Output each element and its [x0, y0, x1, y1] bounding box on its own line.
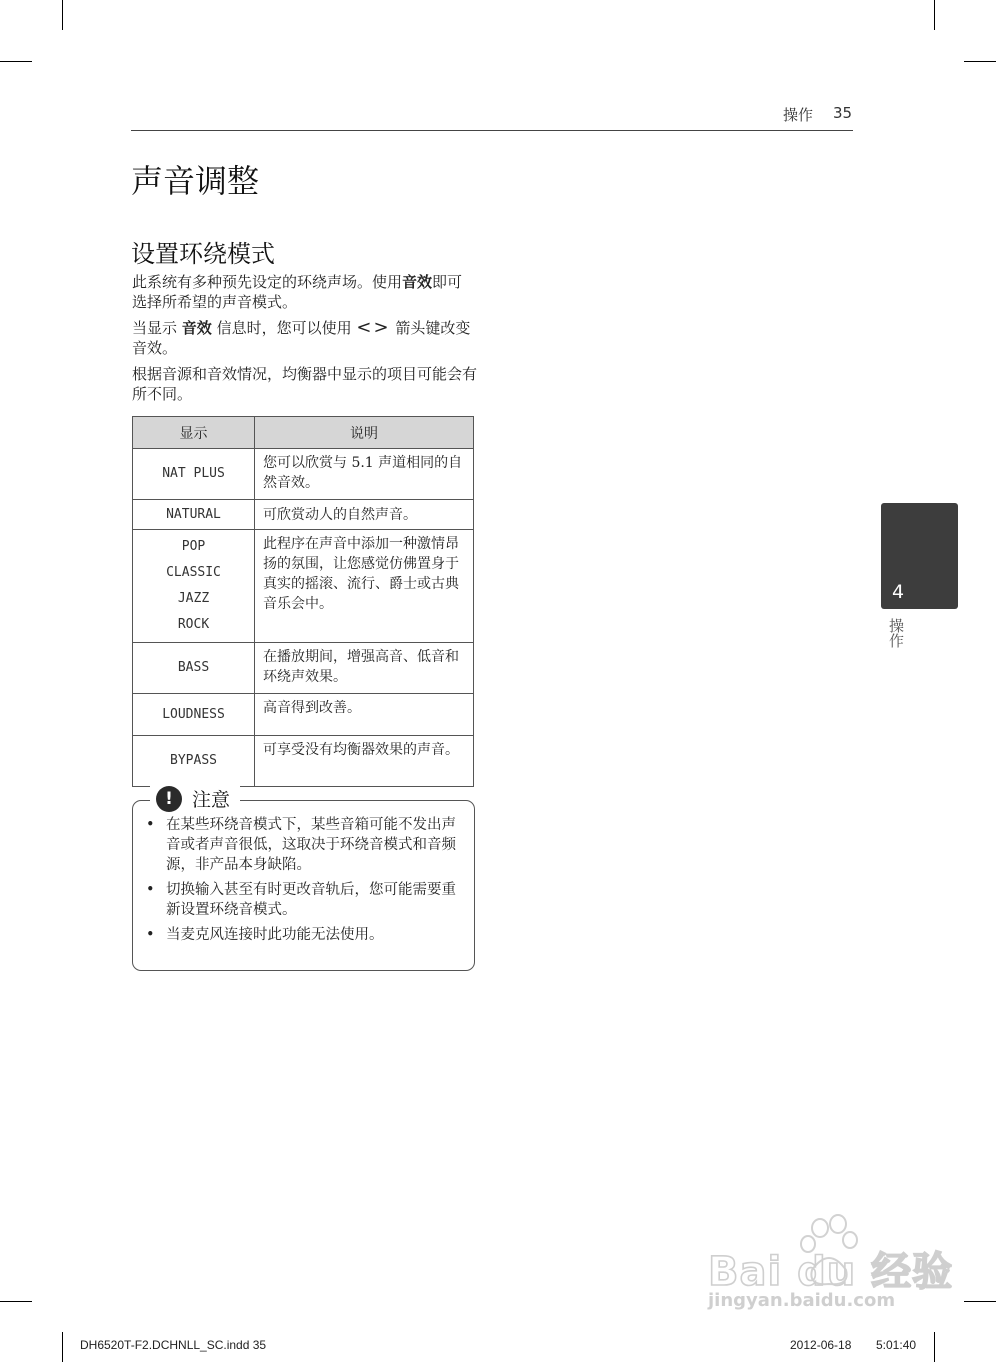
crop-mark: [964, 61, 996, 62]
table-row: [133, 694, 474, 736]
footer-date: 2012-06-18: [790, 1338, 852, 1352]
display-cell: BYPASS: [133, 736, 255, 787]
arrow-paragraph: 当显示 音效 信息时，您可以使用 <> 箭头键改变 音效。: [132, 317, 471, 357]
watermark-url: jingyan.baidu.com: [708, 1290, 896, 1311]
display-cell: NAT PLUS: [133, 449, 255, 500]
footer-file: DH6520T-F2.DCHNLL_SC.indd 35: [80, 1338, 267, 1352]
list-item: • 当麦克风连接时此功能无法使用。: [146, 925, 461, 945]
description-cell: 在播放期间，增强高音、低音和环绕声效果。: [255, 643, 474, 694]
chapter-label: 操作: [887, 618, 905, 648]
chapter-number: 4: [892, 581, 905, 603]
list-item: • 在某些环绕音模式下，某些音箱可能不发出声音或者声音很低，这取决于环绕音模式和音频源，非产品本身缺陷。: [146, 815, 461, 875]
column-header-description: 说明: [255, 417, 474, 449]
display-cell: BASS: [133, 643, 255, 694]
crop-mark: [62, 1332, 63, 1362]
note-list: [146, 815, 461, 950]
table-header-row: [133, 417, 474, 449]
table-row: [133, 530, 474, 643]
crop-mark: [964, 1301, 996, 1302]
page-number: 35: [833, 104, 853, 122]
description-cell: 此程序在声音中添加一种激情昂扬的氛围，让您感觉仿佛置身于真实的摇滚、流行、爵士或古典音乐会中。: [255, 530, 474, 643]
description-cell: 高音得到改善。: [255, 694, 474, 736]
left-right-arrows-icon: <>: [356, 317, 391, 338]
crop-mark: [0, 1301, 32, 1302]
header-rule: [131, 130, 853, 131]
page-title: 声音调整: [131, 162, 260, 200]
display-cell: LOUDNESS: [133, 694, 255, 736]
sound-mode-table: [132, 416, 474, 787]
table-row: [133, 736, 474, 787]
display-cell: NATURAL: [133, 500, 255, 530]
column-header-display: 显示: [133, 417, 255, 449]
display-cell: POP CLASSIC JAZZ ROCK: [133, 530, 255, 643]
description-cell: 可欣赏动人的自然声音。: [255, 500, 474, 530]
note-paragraph: 根据音源和音效情况，均衡器中显示的项目可能会有所不同。: [132, 365, 478, 403]
watermark-brand: Bai du 经验: [708, 1249, 954, 1295]
table-row: [133, 500, 474, 530]
description-cell: 可享受没有均衡器效果的声音。: [255, 736, 474, 787]
section-title: 设置环绕模式: [131, 240, 275, 268]
intro-paragraph: 此系统有多种预先设定的环绕声场。使用音效即可选择所希望的声音模式。: [132, 273, 463, 311]
crop-mark: [62, 0, 63, 30]
exclamation-icon: !: [156, 786, 182, 812]
table-row: [133, 449, 474, 500]
crop-mark: [934, 0, 935, 30]
description-cell: 您可以欣赏与 5.1 声道相同的自然音效。: [255, 449, 474, 500]
note-title: 注意: [192, 789, 231, 811]
header-section: 操作: [783, 106, 814, 124]
footer-time: 5:01:40: [876, 1338, 917, 1352]
table-row: [133, 643, 474, 694]
note-header: [150, 785, 240, 812]
crop-mark: [934, 1332, 935, 1362]
list-item: • 切换输入甚至有时更改音轨后，您可能需要重新设置环绕音模式。: [146, 880, 461, 920]
crop-mark: [0, 61, 32, 62]
